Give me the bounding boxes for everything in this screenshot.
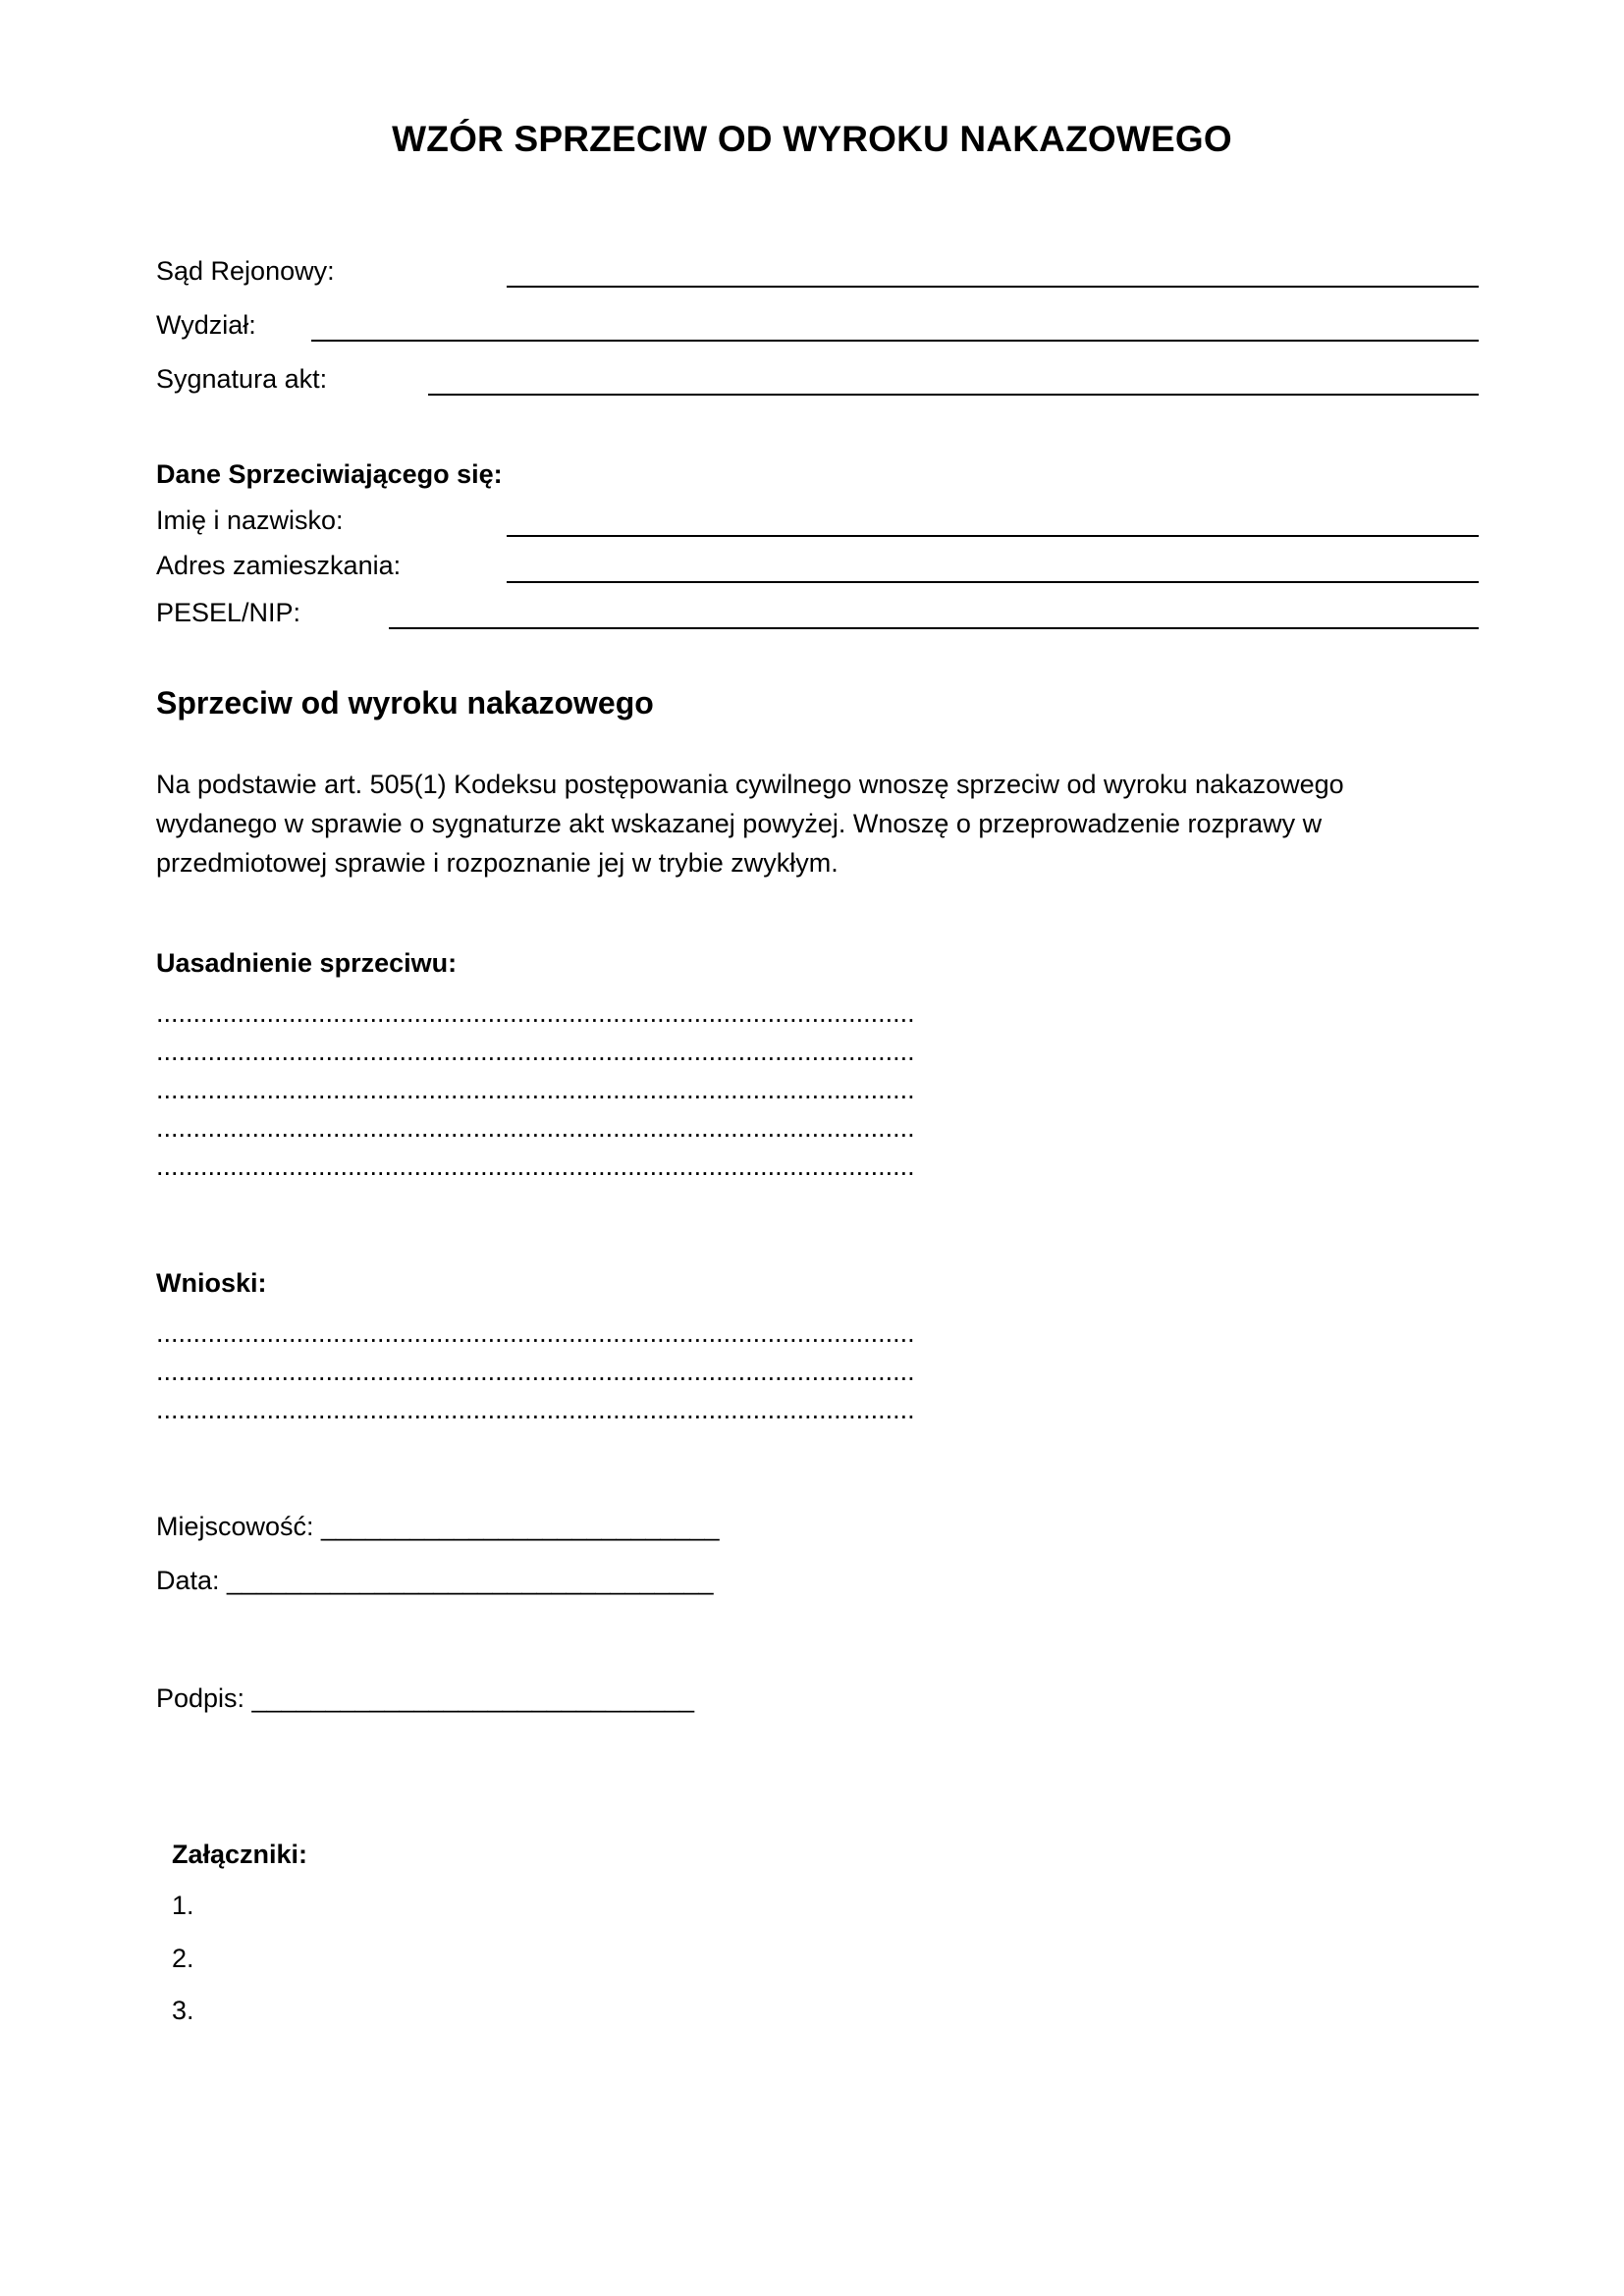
- dotted-line: .......................................................................................................: [156, 1113, 915, 1143]
- address-field-line: [507, 581, 1479, 583]
- attachment-item: 3.: [172, 1996, 194, 2025]
- case-number-label: Sygnatura akt:: [156, 364, 328, 394]
- court-label: Sąd Rejonowy:: [156, 256, 335, 286]
- dotted-line: .......................................................................................................: [156, 1151, 915, 1181]
- court-field-line: [507, 286, 1479, 288]
- motions-dotted-lines: [156, 1314, 951, 1429]
- section-title: Sprzeciw od wyroku nakazowego: [156, 685, 654, 721]
- pesel-nip-field-line: [389, 627, 1479, 629]
- name-label: Imię i nazwisko:: [156, 506, 344, 535]
- division-field-line: [311, 340, 1479, 342]
- dotted-line: .......................................................................................................: [156, 1075, 915, 1104]
- dotted-line: .......................................................................................................: [156, 998, 915, 1028]
- document-title: WZÓR SPRZECIW OD WYROKU NAKAZOWEGO: [392, 119, 1232, 159]
- objector-heading: Dane Sprzeciwiającego się:: [156, 459, 503, 489]
- case-number-field-line: [428, 394, 1479, 396]
- motions-heading: Wnioski:: [156, 1268, 267, 1298]
- attachments-heading: Załączniki:: [172, 1840, 308, 1869]
- body-line: wydanego w sprawie o sygnaturze akt wskazanej powyżej. Wnoszę o przeprowadzenie rozprawy w: [156, 809, 1323, 838]
- dotted-line: .......................................................................................................: [156, 1357, 915, 1386]
- dotted-line: .......................................................................................................: [156, 1318, 915, 1348]
- division-label: Wydział:: [156, 310, 256, 340]
- attachment-item: 1.: [172, 1891, 194, 1920]
- address-label: Adres zamieszkania:: [156, 551, 402, 580]
- body-line: Na podstawie art. 505(1) Kodeksu postępowania cywilnego wnoszę sprzeciw od wyroku nakazowego: [156, 770, 1344, 799]
- justification-dotted-lines: [156, 994, 951, 1186]
- dotted-line: .......................................................................................................: [156, 1395, 915, 1424]
- body-line: przedmiotowej sprawie i rozpoznanie jej w trybie zwykłym.: [156, 848, 839, 878]
- dotted-line: .......................................................................................................: [156, 1037, 915, 1066]
- pesel-nip-label: PESEL/NIP:: [156, 598, 301, 627]
- body-paragraph: [156, 765, 1491, 882]
- justification-heading: Uasadnienie sprzeciwu:: [156, 948, 458, 978]
- name-field-line: [507, 535, 1479, 537]
- date-line: Data: _________________________________: [156, 1566, 714, 1595]
- attachment-item: 2.: [172, 1944, 194, 1973]
- signature-line: Podpis: ______________________________: [156, 1683, 695, 1713]
- place-line: Miejscowość: ___________________________: [156, 1512, 720, 1541]
